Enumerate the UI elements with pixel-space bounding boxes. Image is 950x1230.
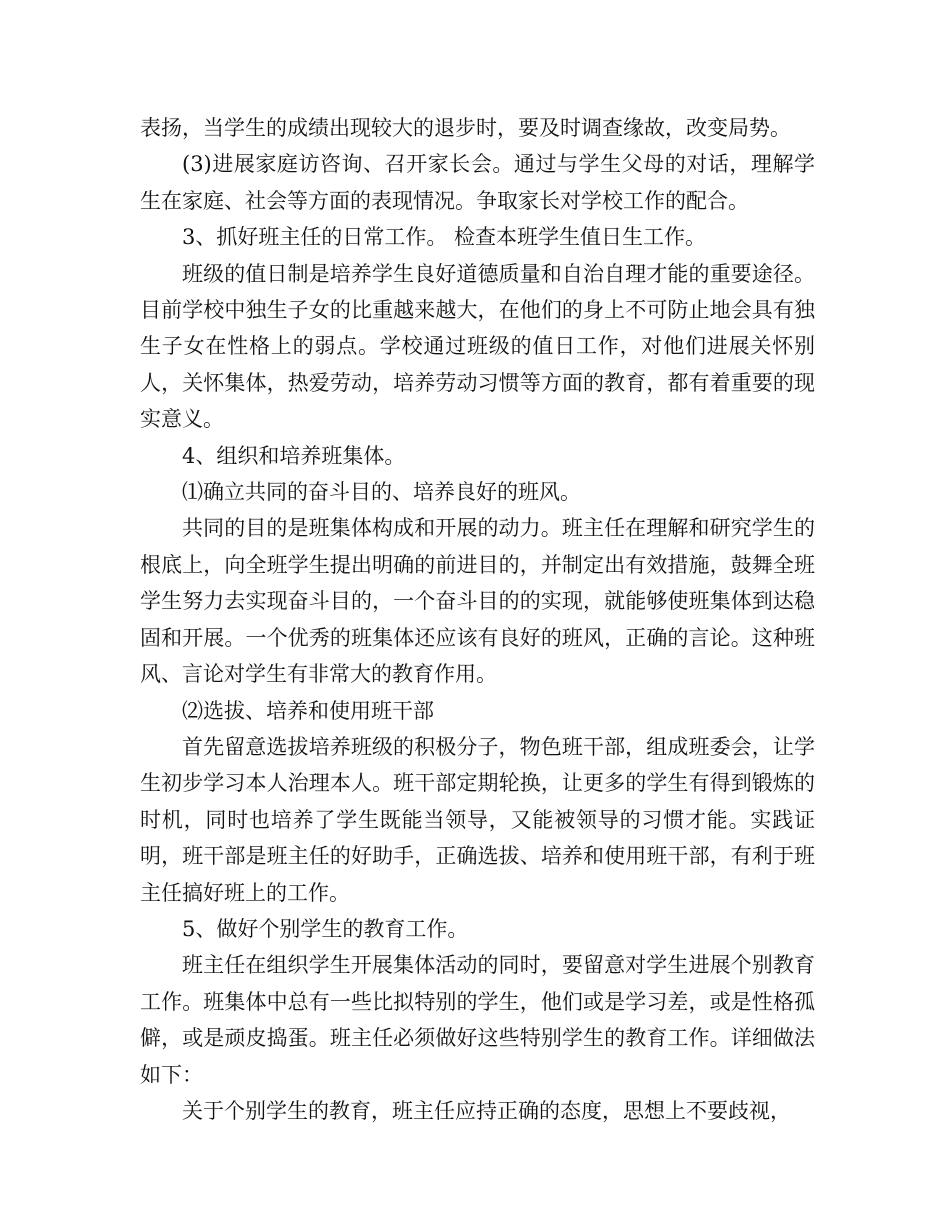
paragraph: 班级的值日制是培养学生良好道德质量和自治自理才能的重要途径。目前学校中独生子女的比重越来越大，在他们的身上不可防止地会具有独生子女在性格上的弱点。学校通过班级的值日工作，对他们进展关怀别人，关怀集体，热爱劳动，培养劳动习惯等方面的教育，都有着重要的现实意义。 (140, 261, 815, 432)
subsection-heading: ⑴确立共同的奋斗目的、培养良好的班风。 (182, 480, 581, 505)
paragraph: 关于个别学生的教育，班主任应持正确的态度，思想上不要歧视， (182, 1098, 791, 1123)
paragraph: (3)进展家庭访咨询、召开家长会。通过与学生父母的对话，理解学生在家庭、社会等方面的表现情况。争取家长对学校工作的配合。 (140, 152, 815, 213)
section-heading: 4、组织和培养班集体。 (182, 443, 406, 468)
document-body (140, 110, 815, 1129)
section-heading: 3、抓好班主任的日常工作。 检查本班学生值日生工作。 (182, 225, 707, 250)
paragraph: 共同的目的是班集体构成和开展的动力。班主任在理解和研究学生的根底上，向全班学生提出明确的前进目的，并制定出有效措施，鼓舞全班学生努力去实现奋斗目的，一个奋斗目的的实现，就能够使班集体到达稳固和开展。一个优秀的班集体还应该有良好的班风，正确的言论。这种班风、言论对学生有非常大的教育作用。 (140, 516, 815, 687)
subsection-heading: ⑵选拔、培养和使用班干部 (182, 698, 434, 723)
paragraph: 班主任在组织学生开展集体活动的同时，要留意对学生进展个别教育工作。班集体中总有一些比拟特别的学生，他们或是学习差，或是性格孤僻，或是顽皮捣蛋。班主任必须做好这些特别学生的教育工作。详细做法如下： (140, 953, 815, 1087)
paragraph: 表扬，当学生的成绩出现较大的退步时，要及时调查缘故，改变局势。 (140, 116, 791, 140)
section-heading: 5、做好个别学生的教育工作。 (182, 916, 469, 941)
paragraph: 首先留意选拔培养班级的积极分子，物色班干部，组成班委会，让学生初步学习本人治理本人。班干部定期轮换，让更多的学生有得到锻炼的时机，同时也培养了学生既能当领导，又能被领导的习惯才能。实践证明，班干部是班主任的好助手，正确选拔、培养和使用班干部，有利于班主任搞好班上的工作。 (140, 734, 815, 905)
